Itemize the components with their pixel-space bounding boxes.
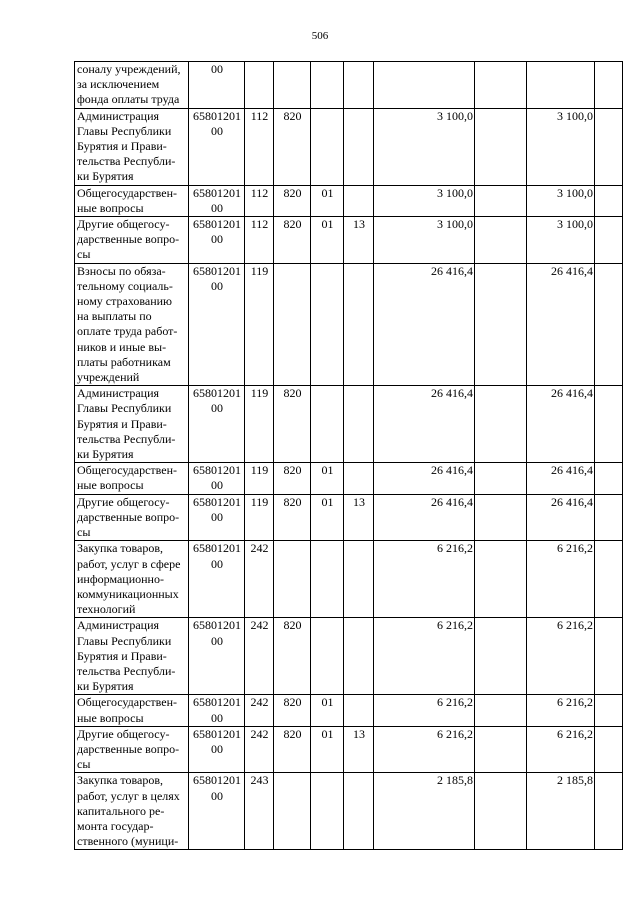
amount-cell-4 <box>595 185 623 216</box>
subsection-cell <box>344 541 374 618</box>
administrator-code-cell: 820 <box>274 695 311 726</box>
table-row <box>75 773 623 850</box>
row-name-cell: Другие общегосу- дарственные вопро- сы <box>75 494 189 541</box>
table-body <box>75 62 623 850</box>
administrator-code-cell <box>274 62 311 109</box>
table-row <box>75 494 623 541</box>
table-row <box>75 386 623 463</box>
target-code-cell: 65801201 00 <box>189 263 245 386</box>
amount-cell-1: 3 100,0 <box>374 217 475 264</box>
amount-cell-4 <box>595 386 623 463</box>
amount-cell-4 <box>595 463 623 494</box>
amount-cell-1: 26 416,4 <box>374 386 475 463</box>
amount-cell-1: 2 185,8 <box>374 773 475 850</box>
amount-cell-4 <box>595 62 623 109</box>
expense-type-cell: 243 <box>245 773 274 850</box>
amount-cell-3: 3 100,0 <box>527 217 595 264</box>
expense-type-cell: 112 <box>245 108 274 185</box>
administrator-code-cell: 820 <box>274 618 311 695</box>
amount-cell-4 <box>595 494 623 541</box>
expense-type-cell: 119 <box>245 494 274 541</box>
expense-type-cell: 242 <box>245 726 274 773</box>
expense-type-cell: 242 <box>245 695 274 726</box>
table-row <box>75 62 623 109</box>
table-row <box>75 541 623 618</box>
section-cell: 01 <box>311 695 344 726</box>
amount-cell-4 <box>595 541 623 618</box>
row-name-cell: Общегосударствен- ные вопросы <box>75 463 189 494</box>
amount-cell-2 <box>475 217 527 264</box>
row-name-cell: соналу учреждений, за исключением фонда оплаты труда <box>75 62 189 109</box>
expense-type-cell: 242 <box>245 618 274 695</box>
target-code-cell: 00 <box>189 62 245 109</box>
row-name-cell: Общегосударствен- ные вопросы <box>75 695 189 726</box>
amount-cell-4 <box>595 217 623 264</box>
subsection-cell <box>344 386 374 463</box>
amount-cell-3: 26 416,4 <box>527 263 595 386</box>
amount-cell-1: 6 216,2 <box>374 618 475 695</box>
expense-type-cell: 242 <box>245 541 274 618</box>
amount-cell-1: 26 416,4 <box>374 263 475 386</box>
administrator-code-cell: 820 <box>274 217 311 264</box>
expense-type-cell <box>245 62 274 109</box>
target-code-cell: 65801201 00 <box>189 494 245 541</box>
amount-cell-3 <box>527 62 595 109</box>
amount-cell-4 <box>595 695 623 726</box>
row-name-cell: Администрация Главы Республики Бурятия и Прави- тельства Республи- ки Бурятия <box>75 108 189 185</box>
amount-cell-3: 6 216,2 <box>527 695 595 726</box>
target-code-cell: 65801201 00 <box>189 726 245 773</box>
section-cell <box>311 386 344 463</box>
amount-cell-2 <box>475 62 527 109</box>
section-cell: 01 <box>311 185 344 216</box>
amount-cell-2 <box>475 618 527 695</box>
section-cell: 01 <box>311 217 344 264</box>
expense-type-cell: 112 <box>245 185 274 216</box>
amount-cell-2 <box>475 463 527 494</box>
row-name-cell: Закупка товаров, работ, услуг в сфере информационно- коммуникационных технологий <box>75 541 189 618</box>
subsection-cell: 13 <box>344 217 374 264</box>
amount-cell-1: 26 416,4 <box>374 463 475 494</box>
amount-cell-2 <box>475 773 527 850</box>
amount-cell-3: 26 416,4 <box>527 386 595 463</box>
expense-type-cell: 119 <box>245 386 274 463</box>
expense-type-cell: 112 <box>245 217 274 264</box>
section-cell <box>311 263 344 386</box>
amount-cell-2 <box>475 726 527 773</box>
table-row <box>75 618 623 695</box>
amount-cell-2 <box>475 108 527 185</box>
amount-cell-4 <box>595 618 623 695</box>
subsection-cell <box>344 773 374 850</box>
section-cell: 01 <box>311 726 344 773</box>
subsection-cell <box>344 463 374 494</box>
table-row <box>75 695 623 726</box>
administrator-code-cell <box>274 263 311 386</box>
amount-cell-2 <box>475 263 527 386</box>
amount-cell-4 <box>595 726 623 773</box>
table-row <box>75 108 623 185</box>
amount-cell-1: 6 216,2 <box>374 695 475 726</box>
target-code-cell: 65801201 00 <box>189 618 245 695</box>
administrator-code-cell <box>274 541 311 618</box>
amount-cell-1: 26 416,4 <box>374 494 475 541</box>
administrator-code-cell <box>274 773 311 850</box>
amount-cell-2 <box>475 541 527 618</box>
section-cell <box>311 62 344 109</box>
amount-cell-3: 6 216,2 <box>527 541 595 618</box>
subsection-cell <box>344 263 374 386</box>
section-cell <box>311 618 344 695</box>
target-code-cell: 65801201 00 <box>189 773 245 850</box>
amount-cell-1: 3 100,0 <box>374 185 475 216</box>
subsection-cell <box>344 695 374 726</box>
target-code-cell: 65801201 00 <box>189 185 245 216</box>
section-cell <box>311 773 344 850</box>
amount-cell-3: 6 216,2 <box>527 618 595 695</box>
amount-cell-1 <box>374 62 475 109</box>
subsection-cell <box>344 618 374 695</box>
row-name-cell: Другие общегосу- дарственные вопро- сы <box>75 217 189 264</box>
amount-cell-3: 3 100,0 <box>527 108 595 185</box>
target-code-cell: 65801201 00 <box>189 386 245 463</box>
row-name-cell: Закупка товаров, работ, услуг в целях капитального ре- монта государ- ственного (муници- <box>75 773 189 850</box>
target-code-cell: 65801201 00 <box>189 695 245 726</box>
amount-cell-4 <box>595 773 623 850</box>
subsection-cell: 13 <box>344 726 374 773</box>
target-code-cell: 65801201 00 <box>189 541 245 618</box>
amount-cell-1: 3 100,0 <box>374 108 475 185</box>
section-cell <box>311 108 344 185</box>
amount-cell-2 <box>475 185 527 216</box>
administrator-code-cell: 820 <box>274 463 311 494</box>
subsection-cell <box>344 108 374 185</box>
row-name-cell: Администрация Главы Республики Бурятия и Прави- тельства Республи- ки Бурятия <box>75 618 189 695</box>
row-name-cell: Взносы по обяза- тельному социаль- ному страхованию на выплаты по оплате труда работ- ников и иные вы- платы работникам учреждений <box>75 263 189 386</box>
subsection-cell <box>344 62 374 109</box>
target-code-cell: 65801201 00 <box>189 463 245 494</box>
amount-cell-1: 6 216,2 <box>374 726 475 773</box>
administrator-code-cell: 820 <box>274 108 311 185</box>
subsection-cell <box>344 185 374 216</box>
expense-type-cell: 119 <box>245 463 274 494</box>
amount-cell-4 <box>595 108 623 185</box>
amount-cell-3: 3 100,0 <box>527 185 595 216</box>
section-cell: 01 <box>311 494 344 541</box>
amount-cell-3: 2 185,8 <box>527 773 595 850</box>
administrator-code-cell: 820 <box>274 726 311 773</box>
amount-cell-4 <box>595 263 623 386</box>
section-cell: 01 <box>311 463 344 494</box>
page-number: 506 <box>311 30 329 42</box>
amount-cell-2 <box>475 695 527 726</box>
target-code-cell: 65801201 00 <box>189 217 245 264</box>
budget-table <box>74 61 623 850</box>
amount-cell-3: 26 416,4 <box>527 494 595 541</box>
table-row <box>75 263 623 386</box>
amount-cell-2 <box>475 494 527 541</box>
administrator-code-cell: 820 <box>274 494 311 541</box>
table-row <box>75 217 623 264</box>
table-row <box>75 463 623 494</box>
target-code-cell: 65801201 00 <box>189 108 245 185</box>
subsection-cell: 13 <box>344 494 374 541</box>
row-name-cell: Другие общегосу- дарственные вопро- сы <box>75 726 189 773</box>
amount-cell-1: 6 216,2 <box>374 541 475 618</box>
amount-cell-3: 26 416,4 <box>527 463 595 494</box>
amount-cell-2 <box>475 386 527 463</box>
amount-cell-3: 6 216,2 <box>527 726 595 773</box>
table-row <box>75 726 623 773</box>
expense-type-cell: 119 <box>245 263 274 386</box>
row-name-cell: Общегосударствен- ные вопросы <box>75 185 189 216</box>
section-cell <box>311 541 344 618</box>
administrator-code-cell: 820 <box>274 185 311 216</box>
table-row <box>75 185 623 216</box>
row-name-cell: Администрация Главы Республики Бурятия и Прави- тельства Республи- ки Бурятия <box>75 386 189 463</box>
administrator-code-cell: 820 <box>274 386 311 463</box>
